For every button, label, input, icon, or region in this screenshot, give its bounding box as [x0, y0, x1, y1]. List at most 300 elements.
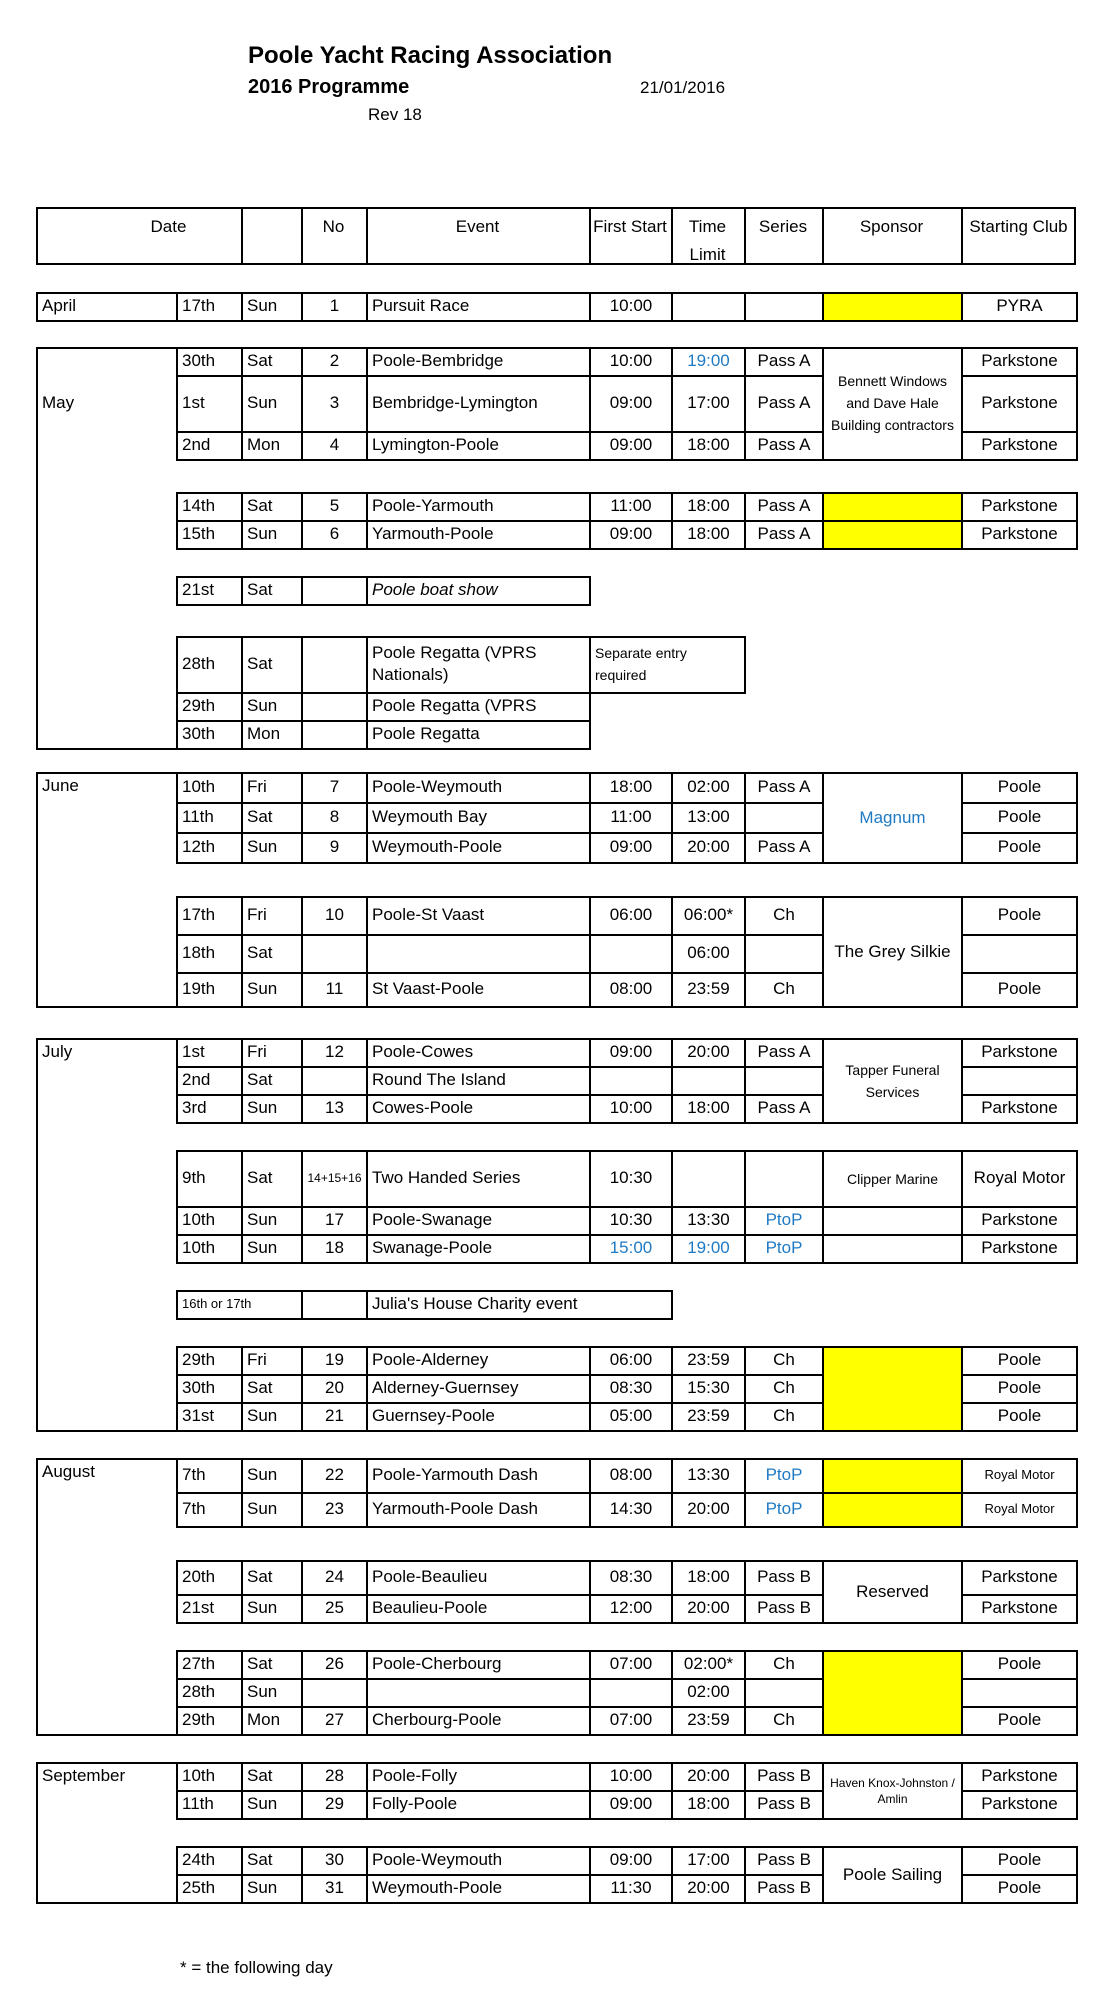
- row-starting-club: Poole: [997, 807, 1042, 826]
- row-series: Pass B: [757, 1567, 811, 1586]
- revision-number: Rev 18: [368, 105, 422, 124]
- grid-line: [176, 1262, 1076, 1264]
- row-series: Pass B: [757, 1766, 811, 1785]
- row-first-start: [591, 934, 671, 972]
- row-no: 13: [325, 1098, 344, 1117]
- row-time-limit: 18:00: [687, 1098, 730, 1117]
- row-day: 1st: [182, 393, 205, 412]
- grid-line: [1076, 1346, 1078, 1376]
- row-starting-club: Poole: [997, 1654, 1042, 1673]
- row-day: 28th: [182, 654, 216, 673]
- row-time-limit: 17:00: [687, 393, 730, 412]
- row-day: 18th: [182, 943, 216, 962]
- row-starting-club: Poole: [997, 1350, 1042, 1369]
- row-no: [303, 1678, 366, 1706]
- row-series: PtoP: [765, 1210, 803, 1229]
- grid-line: [36, 772, 38, 1006]
- grid-line: [176, 604, 589, 606]
- row-day: 7th: [182, 1465, 206, 1484]
- row-event: Poole-Alderney: [372, 1350, 489, 1369]
- grid-line: [822, 1234, 824, 1264]
- grid-line: [36, 1902, 176, 1904]
- row-event: [368, 934, 589, 972]
- row-event: [368, 1678, 589, 1706]
- grid-line: [589, 576, 591, 606]
- row-series: Pass A: [757, 777, 811, 796]
- row-day: 29th: [182, 696, 216, 715]
- row-first-start: [591, 1066, 671, 1094]
- row-dow: Sat: [247, 1070, 273, 1089]
- row-event: Poole Regatta: [372, 724, 480, 743]
- row-event: Weymouth-Poole: [372, 837, 503, 856]
- sponsor-blank-fill: [824, 294, 961, 320]
- row-day: 10th: [182, 777, 216, 796]
- row-first-start: 09:00: [609, 1794, 653, 1813]
- grid-line: [1076, 934, 1078, 974]
- header-time-limit: Time Limit: [688, 217, 727, 263]
- row-event: Round The Island: [372, 1070, 506, 1089]
- row-starting-club: Poole: [997, 777, 1042, 796]
- row-time-limit: 13:00: [687, 807, 730, 826]
- row-series: [746, 1066, 822, 1094]
- row-no: 19: [325, 1350, 344, 1369]
- row-event: Poole-St Vaast: [372, 905, 485, 924]
- row-series: Ch: [773, 905, 795, 924]
- grid-line: [744, 636, 746, 694]
- row-event: Poole-Cherbourg: [372, 1654, 502, 1673]
- row-day: 11th: [182, 807, 214, 826]
- row-no: 7: [329, 777, 340, 796]
- row-no: 24: [325, 1567, 344, 1586]
- row-starting-club: Parkstone: [981, 351, 1058, 370]
- row-event: Swanage-Poole: [372, 1238, 493, 1257]
- grid-line: [301, 1290, 303, 1320]
- row-dow: Sun: [247, 1098, 278, 1117]
- grid-line: [1076, 1402, 1078, 1432]
- row-series: Ch: [773, 1350, 795, 1369]
- grid-line: [176, 1818, 1076, 1820]
- row-starting-club: [963, 1066, 1076, 1094]
- row-starting-club: Parkstone: [981, 393, 1058, 412]
- row-no: 4: [329, 435, 340, 454]
- grid-line: [176, 1622, 1076, 1624]
- row-dow: Sun: [247, 1682, 278, 1701]
- grid-line: [1076, 972, 1078, 1008]
- row-time-limit: 18:00: [687, 1567, 730, 1586]
- row-starting-club: Poole: [997, 1378, 1042, 1397]
- row-first-start: 09:00: [609, 435, 653, 454]
- grid-line: [176, 748, 589, 750]
- grid-line: [1076, 1846, 1078, 1876]
- grid-line: [1076, 1762, 1078, 1792]
- row-series: Ch: [773, 1406, 795, 1425]
- row-event: Cowes-Poole: [372, 1098, 474, 1117]
- row-no: 8: [329, 807, 340, 826]
- sponsor-poole-sailing: Poole Sailing: [842, 1865, 943, 1884]
- sponsor-tapper: Tapper Funeral Services: [845, 1062, 940, 1100]
- row-first-start: 05:00: [609, 1406, 653, 1425]
- row-starting-club: Parkstone: [981, 1598, 1058, 1617]
- row-series: Pass A: [757, 1042, 811, 1061]
- grid-line: [961, 1402, 1076, 1404]
- month-september: September: [42, 1766, 126, 1785]
- row-day: 1st: [182, 1042, 205, 1061]
- grid-line: [1076, 1234, 1078, 1264]
- row-time-limit: 20:00: [687, 1499, 730, 1518]
- row-dow: Sat: [247, 1168, 273, 1187]
- row-no: 26: [325, 1654, 344, 1673]
- month-july: July: [42, 1042, 73, 1061]
- row-starting-club: Parkstone: [981, 524, 1058, 543]
- row-series: Ch: [773, 1654, 795, 1673]
- header-series: Series: [758, 217, 808, 236]
- row-first-start: 09:00: [609, 524, 653, 543]
- grid-line: [36, 1430, 176, 1432]
- row-starting-club: Parkstone: [981, 1766, 1058, 1785]
- month-august: August: [42, 1462, 95, 1481]
- row-dow: Sun: [247, 1878, 278, 1897]
- grid-line: [1076, 520, 1078, 550]
- grid-line: [1076, 896, 1078, 936]
- row-event: Bembridge-Lymington: [372, 393, 538, 412]
- row-first-start: 08:00: [609, 1465, 653, 1484]
- row-dow: Sat: [247, 496, 273, 515]
- row-time-limit: 15:30: [687, 1378, 730, 1397]
- row-event: Pursuit Race: [372, 296, 470, 315]
- row-no: 27: [325, 1710, 344, 1729]
- row-no: 14+15+16: [307, 1171, 362, 1185]
- grid-line: [36, 320, 176, 322]
- row-event: Poole-Yarmouth Dash: [372, 1465, 538, 1484]
- footnote: * = the following day: [180, 1958, 333, 1977]
- row-dow: Fri: [247, 1042, 267, 1061]
- row-dow: Sun: [247, 1406, 278, 1425]
- row-day: 29th: [182, 1710, 216, 1729]
- row-first-start: [591, 1678, 671, 1706]
- row-dow: Mon: [247, 1710, 281, 1729]
- row-time-limit: [673, 1066, 744, 1094]
- row-time-limit: 18:00: [687, 1794, 730, 1813]
- grid-line: [176, 1526, 1076, 1528]
- programme-label: 2016 Programme: [248, 76, 410, 98]
- row-starting-club: Parkstone: [981, 1098, 1058, 1117]
- row-series: [746, 934, 822, 972]
- row-series: Pass A: [757, 1098, 811, 1117]
- grid-line: [1076, 1790, 1078, 1820]
- row-dow: Sat: [247, 654, 273, 673]
- row-day: 9th: [182, 1168, 206, 1187]
- row-series: Pass A: [757, 496, 811, 515]
- row-dow: Sat: [247, 1654, 273, 1673]
- row-series: Pass A: [757, 393, 811, 412]
- row-event: Poole-Folly: [372, 1766, 458, 1785]
- grid-line: [176, 1874, 824, 1876]
- row-series: PtoP: [765, 1465, 803, 1484]
- row-dow: Sun: [247, 1465, 278, 1484]
- grid-line: [961, 431, 1076, 433]
- row-day: 17th: [182, 905, 216, 924]
- row-time-limit: 20:00: [687, 1878, 730, 1897]
- grid-line: [961, 1594, 1076, 1596]
- sponsor-reserved: Reserved: [856, 1582, 929, 1601]
- row-dow: Fri: [247, 777, 267, 796]
- row-starting-club: Parkstone: [981, 1567, 1058, 1586]
- row-time-limit: 02:00: [687, 1682, 730, 1701]
- row-first-start: 07:00: [609, 1654, 653, 1673]
- grid-line: [961, 1066, 1076, 1068]
- row-time-limit: 18:00: [687, 435, 730, 454]
- row-no: 28: [325, 1766, 344, 1785]
- row-dow: Sun: [247, 979, 278, 998]
- row-day: 16th or 17th: [182, 1296, 252, 1311]
- row-series: [746, 802, 822, 832]
- row-series: Pass A: [757, 524, 811, 543]
- row-series: PtoP: [765, 1499, 803, 1518]
- row-first-start: 14:30: [609, 1499, 653, 1518]
- row-series: Ch: [773, 979, 795, 998]
- row-series: Pass B: [757, 1878, 811, 1897]
- grid-line: [301, 576, 303, 606]
- row-day: 25th: [182, 1878, 216, 1897]
- row-time-limit: 20:00: [687, 1042, 730, 1061]
- grid-line: [1076, 1706, 1078, 1736]
- grid-line: [1076, 375, 1078, 433]
- row-event: Poole-Beaulieu: [372, 1567, 488, 1586]
- row-dow: Sun: [247, 1499, 278, 1518]
- grid-line: [176, 548, 1076, 550]
- row-first-start: 11:30: [610, 1878, 652, 1897]
- revision-date: 21/01/2016: [640, 78, 726, 97]
- row-no: 21: [325, 1406, 344, 1425]
- row-event: Poole-Swanage: [372, 1210, 493, 1229]
- row-series: Ch: [773, 1710, 795, 1729]
- row-dow: Fri: [247, 905, 267, 924]
- row-dow: Mon: [247, 435, 281, 454]
- row-starting-club: Poole: [997, 1878, 1042, 1897]
- row-day: 24th: [182, 1850, 216, 1869]
- row-time-limit: 13:30: [687, 1210, 730, 1229]
- row-day: 21st: [182, 580, 215, 599]
- page-title: Poole Yacht Racing Association: [248, 42, 613, 69]
- grid-line: [1076, 1094, 1078, 1124]
- row-event: Poole boat show: [372, 580, 498, 599]
- row-day: 12th: [182, 837, 216, 856]
- sponsor-haven: Haven Knox-Johnston / Amlin: [830, 1776, 955, 1806]
- row-dow: Fri: [247, 1350, 267, 1369]
- row-dow: Sat: [247, 807, 273, 826]
- row-starting-club: Royal Motor: [984, 1467, 1055, 1482]
- row-starting-club: Parkstone: [981, 1042, 1058, 1061]
- grid-line: [1076, 492, 1078, 522]
- row-starting-club: Poole: [997, 1710, 1042, 1729]
- row-dow: Sat: [247, 351, 273, 370]
- row-event: Poole-Bembridge: [372, 351, 504, 370]
- row-first-start: 10:00: [609, 351, 653, 370]
- grid-line: [1076, 292, 1078, 322]
- row-day: 21st: [182, 1598, 215, 1617]
- grid-line: [961, 972, 1076, 974]
- month-june: June: [42, 776, 79, 795]
- row-day: 3rd: [182, 1098, 207, 1117]
- row-no: 20: [325, 1378, 344, 1397]
- grid-line: [36, 748, 176, 750]
- row-time-limit: 23:59: [687, 1350, 730, 1369]
- grid-line: [176, 1706, 824, 1708]
- row-dow: Sun: [247, 1598, 278, 1617]
- grid-line: [1076, 1874, 1078, 1904]
- row-time-limit: 20:00: [687, 1766, 730, 1785]
- row-series: Pass B: [757, 1598, 811, 1617]
- grid-line: [961, 934, 1076, 936]
- grid-line: [1076, 431, 1078, 461]
- row-day: 27th: [182, 1654, 216, 1673]
- row-first-start: 10:00: [609, 1098, 653, 1117]
- sponsor-bennett: Bennett Windows and Dave Hale Building contractors: [831, 373, 954, 433]
- row-starting-club: Parkstone: [981, 1210, 1058, 1229]
- sponsor-clipper: Clipper Marine: [846, 1171, 939, 1187]
- row-first-start: 15:00: [609, 1238, 653, 1257]
- row-event: Folly-Poole: [372, 1794, 458, 1813]
- grid-line: [176, 1122, 1076, 1124]
- row-day: 10th: [182, 1766, 216, 1785]
- row-dow: Sun: [247, 837, 278, 856]
- row-day: 28th: [182, 1682, 216, 1701]
- sponsor-blank-fill: [824, 1460, 961, 1492]
- row-no: 23: [325, 1499, 344, 1518]
- row-time-limit: 19:00: [687, 351, 730, 370]
- row-no: 31: [325, 1878, 344, 1897]
- row-no: 11: [325, 979, 344, 998]
- grid-line: [1076, 1492, 1078, 1528]
- row-no: 2: [329, 351, 340, 370]
- row-series: [746, 292, 822, 320]
- row-time-limit: 20:00: [687, 1598, 730, 1617]
- row-event: Weymouth-Poole: [372, 1878, 503, 1897]
- row-day: 31st: [182, 1406, 215, 1425]
- sponsor-blank-fill: [824, 522, 961, 548]
- row-day: 10th: [182, 1210, 216, 1229]
- row-starting-club: Poole: [997, 837, 1042, 856]
- row-day: 10th: [182, 1238, 216, 1257]
- row-first-start: 11:00: [610, 807, 652, 826]
- row-time-limit: 06:00*: [683, 905, 734, 924]
- row-starting-club: Parkstone: [981, 435, 1058, 454]
- row-event: Yarmouth-Poole: [372, 524, 494, 543]
- row-series: Pass A: [757, 837, 811, 856]
- grid-line: [1076, 1066, 1078, 1096]
- row-starting-club: Poole: [997, 1406, 1042, 1425]
- row-starting-club: Poole: [997, 905, 1042, 924]
- row-time-limit: 02:00*: [683, 1654, 734, 1673]
- row-no: 18: [325, 1238, 344, 1257]
- row-no: 5: [329, 496, 340, 515]
- header-date: Date: [150, 217, 187, 236]
- row-time-limit: 18:00: [687, 524, 730, 543]
- row-starting-club: Royal Motor: [984, 1501, 1055, 1516]
- grid-line: [301, 636, 303, 750]
- row-dow: Sat: [247, 1567, 273, 1586]
- row-series: [746, 1678, 822, 1706]
- row-dow: Sun: [247, 696, 278, 715]
- row-dow: Sat: [247, 580, 273, 599]
- header-event: Event: [455, 217, 500, 236]
- grid-line: [176, 320, 1076, 322]
- row-no: 6: [329, 524, 340, 543]
- grid-line: [36, 1458, 38, 1734]
- row-series: Pass B: [757, 1850, 811, 1869]
- row-series: Ch: [773, 1378, 795, 1397]
- grid-line: [961, 802, 1076, 804]
- grid-line: [176, 459, 1076, 461]
- row-event: Poole-Weymouth: [372, 1850, 503, 1869]
- grid-line: [176, 431, 824, 433]
- row-series: Pass A: [757, 435, 811, 454]
- header-sponsor: Sponsor: [859, 217, 924, 236]
- row-first-start: 10:00: [609, 1766, 653, 1785]
- row-day: 20th: [182, 1567, 216, 1586]
- row-first-start: 08:30: [609, 1567, 653, 1586]
- row-dow: Sun: [247, 393, 278, 412]
- grid-line: [961, 375, 1076, 377]
- grid-line: [176, 1734, 1076, 1736]
- row-no: 17: [325, 1210, 344, 1229]
- row-event: Two Handed Series: [372, 1168, 521, 1187]
- row-starting-club: Parkstone: [981, 1238, 1058, 1257]
- row-dow: Sat: [247, 1850, 273, 1869]
- grid-line: [1076, 1458, 1078, 1494]
- row-day: 29th: [182, 1350, 216, 1369]
- grid-line: [1076, 1560, 1078, 1596]
- row-day: 11th: [182, 1794, 214, 1813]
- grid-line: [176, 802, 824, 804]
- row-time-limit: 06:00: [687, 943, 730, 962]
- row-day: 17th: [182, 296, 216, 315]
- row-event: Yarmouth-Poole Dash: [372, 1499, 538, 1518]
- row-series: Pass B: [757, 1794, 811, 1813]
- row-no: 29: [325, 1794, 344, 1813]
- grid-line: [36, 1734, 176, 1736]
- grid-line: [1076, 1206, 1078, 1236]
- grid-line: [176, 862, 1076, 864]
- row-time-limit: [673, 1150, 744, 1206]
- row-no: [303, 1066, 366, 1094]
- grid-line: [1076, 347, 1078, 377]
- row-no: 25: [325, 1598, 344, 1617]
- grid-line: [176, 1066, 824, 1068]
- header-no: No: [322, 217, 345, 236]
- grid-line: [1076, 772, 1078, 804]
- row-dow: Sat: [247, 1378, 273, 1397]
- grid-line: [1076, 1374, 1078, 1404]
- row-event: Poole Regatta (VPRS Nationals): [372, 643, 537, 684]
- grid-line: [589, 692, 744, 694]
- row-no: 10: [325, 905, 344, 924]
- grid-line: [822, 1206, 824, 1236]
- row-no: 12: [325, 1042, 344, 1061]
- row-first-start: 09:00: [609, 837, 653, 856]
- row-day: 15th: [182, 524, 216, 543]
- row-time-limit: 13:30: [687, 1465, 730, 1484]
- row-dow: Sun: [247, 1210, 278, 1229]
- grid-line: [36, 1006, 176, 1008]
- header-starting-club: Starting Club: [969, 217, 1068, 236]
- row-time-limit: 19:00: [687, 1238, 730, 1257]
- row-first-start: 11:00: [610, 496, 652, 515]
- row-starting-club: Poole: [997, 979, 1042, 998]
- grid-line: [176, 1402, 824, 1404]
- row-time-limit: 18:00: [687, 496, 730, 515]
- row-first-start: 10:30: [609, 1168, 653, 1187]
